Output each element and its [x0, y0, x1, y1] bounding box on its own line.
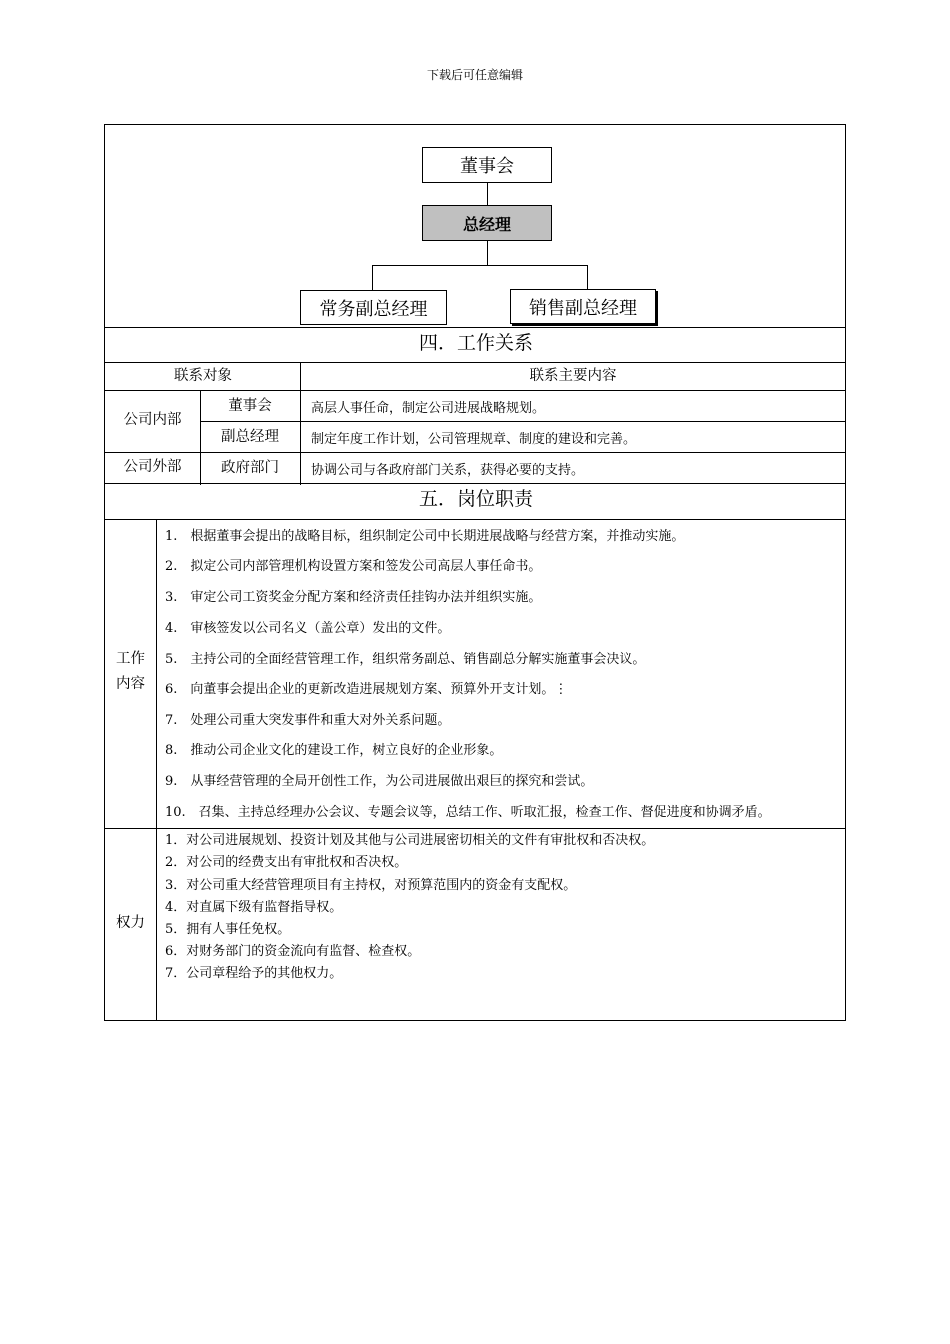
power-item: 7．公司章程给予的其他权力。 — [165, 966, 343, 981]
power-item: 3．对公司重大经营管理项目有主持权，对预算范围内的资金有支配权。 — [165, 878, 577, 893]
org-executive-vp-label: 常务副总经理 — [319, 298, 428, 320]
external-label: 公司外部 — [123, 459, 182, 475]
duties-label-line: 工作 — [116, 651, 145, 667]
duties-label — [105, 647, 156, 697]
job-description-table — [104, 124, 846, 1021]
org-connector — [372, 265, 588, 266]
header-note: 下载后可任意编辑 — [426, 68, 523, 82]
duty-item: 2. 拟定公司内部管理机构设置方案和签发公司高层人事任命书。 — [165, 559, 542, 574]
relations-title: 四．工作关系 — [418, 332, 533, 354]
org-general-manager-label: 总经理 — [462, 214, 511, 234]
duty-item: 4. 审核签发以公司名义（盖公章）发出的文件。 — [165, 621, 451, 636]
duty-item: 7. 处理公司重大突发事件和重大对外关系问题。 — [165, 713, 451, 728]
duty-item: 5. 主持公司的全面经营管理工作，组织常务副总、销售副总分解实施董事会决议。 — [165, 652, 646, 667]
duty-item: 3. 审定公司工资奖金分配方案和经济责任挂钩办法并组织实施。 — [165, 590, 542, 605]
relation-party: 董事会 — [228, 398, 272, 414]
duty-item: 9. 从事经营管理的全局开创性工作，为公司进展做出艰巨的探究和尝试。 — [165, 774, 594, 789]
row-divider — [105, 390, 845, 391]
duty-item: 10. 召集、主持总经理办公会议、专题会议等，总结工作、听取汇报，检查工作、督促进度和协调矛盾。 — [165, 805, 771, 820]
duties-title: 五．岗位职责 — [418, 488, 533, 510]
org-general-manager-box — [422, 205, 552, 241]
duty-item: 8. 推动公司企业文化的建设工作，树立良好的企业形象。 — [165, 743, 503, 758]
relation-content: 协调公司与各政府部门关系，获得必要的支持。 — [311, 463, 585, 478]
org-sales-vp-box — [510, 289, 656, 324]
relation-party: 副总经理 — [221, 429, 279, 445]
row-divider — [105, 362, 845, 363]
org-connector — [587, 265, 588, 289]
col-header-content: 联系主要内容 — [529, 368, 617, 384]
org-board-label: 董事会 — [460, 156, 514, 177]
power-item: 4．对直属下级有监督指导权。 — [165, 900, 343, 915]
power-item: 1．对公司进展规划、投资计划及其他与公司进展密切相关的文件有审批权和否决权。 — [165, 833, 655, 848]
org-connector — [487, 241, 488, 265]
org-connector — [487, 183, 488, 205]
power-item: 6．对财务部门的资金流向有监督、检查权。 — [165, 944, 421, 959]
power-item: 5．拥有人事任免权。 — [165, 922, 291, 937]
powers-label: 权力 — [116, 915, 145, 931]
col-header-object: 联系对象 — [174, 368, 232, 384]
relation-content: 高层人事任命，制定公司进展战略规划。 — [311, 401, 546, 416]
relation-content: 制定年度工作计划，公司管理规章、制度的建设和完善。 — [311, 432, 637, 447]
org-connector — [372, 265, 373, 290]
duty-item: 6. 向董事会提出企业的更新改造进展规划方案、预算外开支计划。⋮ — [165, 682, 568, 697]
column-divider — [300, 362, 301, 485]
row-divider — [200, 421, 845, 422]
relation-party: 政府部门 — [221, 460, 279, 476]
duties-label-line: 内容 — [116, 676, 145, 692]
power-item: 2．对公司的经费支出有审批权和否决权。 — [165, 855, 408, 870]
duty-item: 1. 根据董事会提出的战略目标，组织制定公司中长期进展战略与经营方案，并推动实施。 — [165, 529, 685, 544]
column-divider — [156, 519, 157, 1020]
row-divider — [105, 519, 845, 520]
org-board-box — [422, 147, 552, 183]
row-divider — [105, 452, 845, 453]
org-executive-vp-box — [300, 290, 447, 325]
internal-label: 公司内部 — [123, 412, 182, 428]
org-sales-vp-label: 销售副总经理 — [529, 297, 637, 319]
